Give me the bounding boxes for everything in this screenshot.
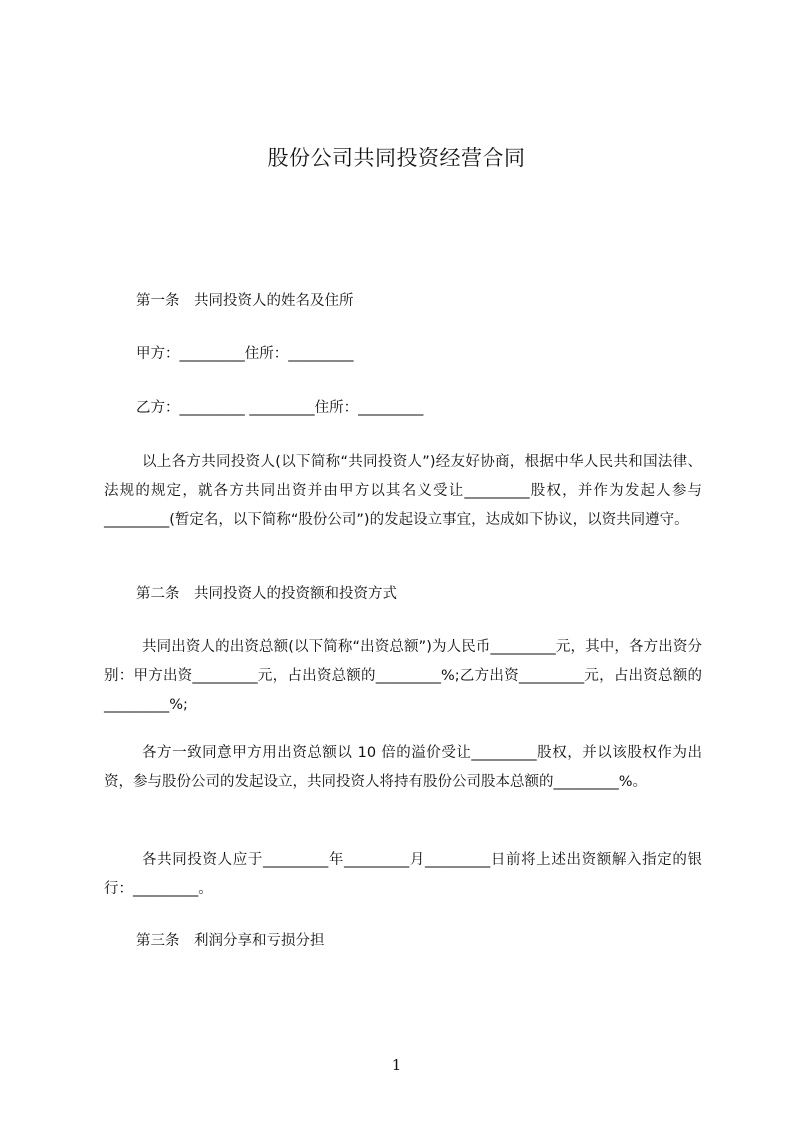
premium-paragraph	[104, 739, 702, 797]
investment-paragraph	[104, 633, 702, 720]
party-a-line: 甲方：_________住所：_________	[136, 346, 354, 362]
article-1-heading: 第一条 共同投资人的姓名及住所	[136, 293, 354, 309]
intro-paragraph-text: 以上各方共同投资人(以下简称“共同投资人”)经友好协商，根据中华人民共和国法律、法规的规定，就各方共同出资并由甲方以其名义受让_________股权，并作为发起人参与_________(暂定名，以下简称“股份公司”)的发起设立事宜，达成如下协议，以资共同遵守。	[104, 454, 702, 528]
deadline-paragraph	[104, 846, 702, 904]
investment-paragraph-text: 共同出资人的出资总额(以下简称“出资总额”)为人民币_________元，其中，各方出资分别：甲方出资_________元，占出资总额的_________%;乙方出资_________元，占出资总额的_________%;	[104, 639, 702, 713]
party-b-line: 乙方：_________ _________住所：_________	[136, 400, 424, 416]
premium-paragraph-text: 各方一致同意甲方用出资总额以 10 倍的溢价受让_________股权，并以该股权作为出资，参与股份公司的发起设立，共同投资人将持有股份公司股本总额的_________%。	[104, 745, 702, 790]
article-3-heading: 第三条 利润分享和亏损分担	[136, 933, 325, 949]
article-2-heading: 第二条 共同投资人的投资额和投资方式	[136, 586, 397, 602]
page-number: 1	[391, 1056, 402, 1074]
document-title: 股份公司共同投资经营合同	[267, 146, 526, 170]
deadline-paragraph-text: 各共同投资人应于_________年_________月_________日前将上述出资额解入指定的银行：_________。	[104, 852, 702, 897]
intro-paragraph	[104, 448, 702, 535]
